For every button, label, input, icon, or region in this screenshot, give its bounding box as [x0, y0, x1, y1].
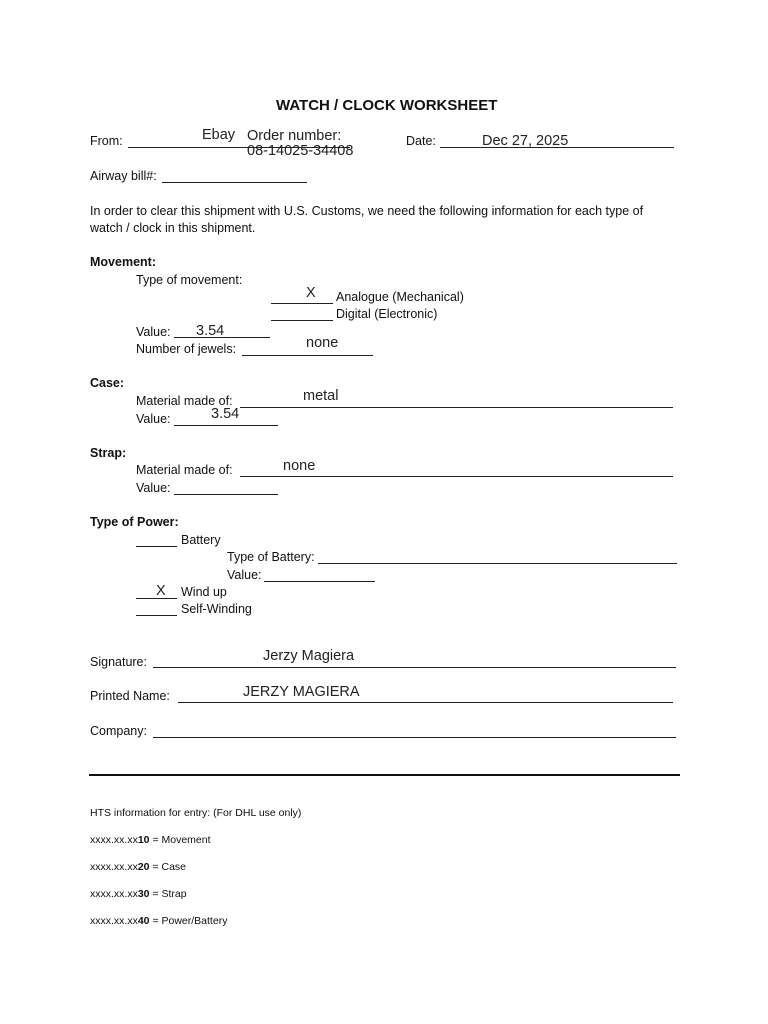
case-heading: Case: [90, 376, 125, 390]
section-divider [89, 774, 680, 776]
battery-line[interactable] [136, 546, 177, 547]
digital-label: Digital (Electronic) [336, 307, 438, 321]
case-value-line[interactable] [174, 425, 278, 426]
analogue-mark[interactable]: X [306, 285, 316, 301]
battery-type-line[interactable] [318, 563, 677, 564]
selfwinding-label: Self-Winding [181, 602, 252, 616]
case-value-label: Value: [136, 412, 171, 426]
strap-value-line[interactable] [174, 494, 278, 495]
selfwinding-line[interactable] [136, 615, 177, 616]
from-value[interactable]: Ebay [202, 127, 236, 143]
battery-type-label: Type of Battery: [227, 550, 315, 564]
case-value[interactable]: 3.54 [211, 406, 240, 422]
jewels-value[interactable]: none [306, 335, 339, 351]
from-label: From: [90, 134, 123, 148]
printed-name-value[interactable]: JERZY MAGIERA [243, 684, 360, 700]
analogue-line[interactable] [271, 303, 333, 304]
jewels-line[interactable] [242, 355, 373, 356]
hts-row-case: xxxx.xx.xx20 = Case [90, 861, 187, 873]
company-label: Company: [90, 724, 147, 738]
hts-row-power: xxxx.xx.xx40 = Power/Battery [90, 915, 228, 927]
hts-row-movement: xxxx.xx.xx10 = Movement [90, 834, 211, 846]
signature-line[interactable] [153, 667, 676, 668]
signature-label: Signature: [90, 655, 147, 669]
analogue-label: Analogue (Mechanical) [336, 290, 464, 304]
power-heading: Type of Power: [90, 515, 179, 529]
company-line[interactable] [153, 737, 676, 738]
case-material-label: Material made of: [136, 394, 233, 408]
movement-type-label: Type of movement: [136, 273, 243, 287]
strap-material-label: Material made of: [136, 463, 233, 477]
signature-value[interactable]: Jerzy Magiera [263, 648, 355, 664]
printed-name-label: Printed Name: [90, 689, 170, 703]
case-material-line[interactable] [240, 407, 673, 408]
strap-heading: Strap: [90, 446, 127, 460]
movement-value-label: Value: [136, 325, 171, 339]
airway-bill-line[interactable] [162, 182, 307, 183]
windup-label: Wind up [181, 585, 227, 599]
order-number-value[interactable]: 08-14025-34408 [247, 143, 354, 159]
order-number-label[interactable]: Order number: [247, 128, 342, 144]
printed-name-line[interactable] [178, 702, 673, 703]
strap-material-value[interactable]: none [283, 458, 316, 474]
jewels-label: Number of jewels: [136, 342, 237, 356]
battery-label: Battery [181, 533, 221, 547]
hts-intro: HTS information for entry: (For DHL use only) [90, 807, 302, 819]
hts-row-strap: xxxx.xx.xx30 = Strap [90, 888, 187, 900]
windup-mark[interactable]: X [156, 583, 166, 599]
battery-value-line[interactable] [264, 581, 375, 582]
movement-heading: Movement: [90, 255, 156, 269]
date-label: Date: [406, 134, 436, 148]
strap-material-line[interactable] [240, 476, 673, 477]
intro-text-1: In order to clear this shipment with U.S. Customs, we need the following information for each type of [90, 204, 644, 218]
page-title: WATCH / CLOCK WORKSHEET [276, 97, 498, 114]
battery-value-label: Value: [227, 568, 262, 582]
case-material-value[interactable]: metal [303, 388, 339, 404]
digital-line[interactable] [271, 320, 333, 321]
date-value[interactable]: Dec 27, 2025 [482, 133, 569, 149]
airway-bill-label: Airway bill#: [90, 169, 157, 183]
intro-text-2: watch / clock in this shipment. [90, 221, 256, 235]
movement-value[interactable]: 3.54 [196, 323, 225, 339]
strap-value-label: Value: [136, 481, 171, 495]
